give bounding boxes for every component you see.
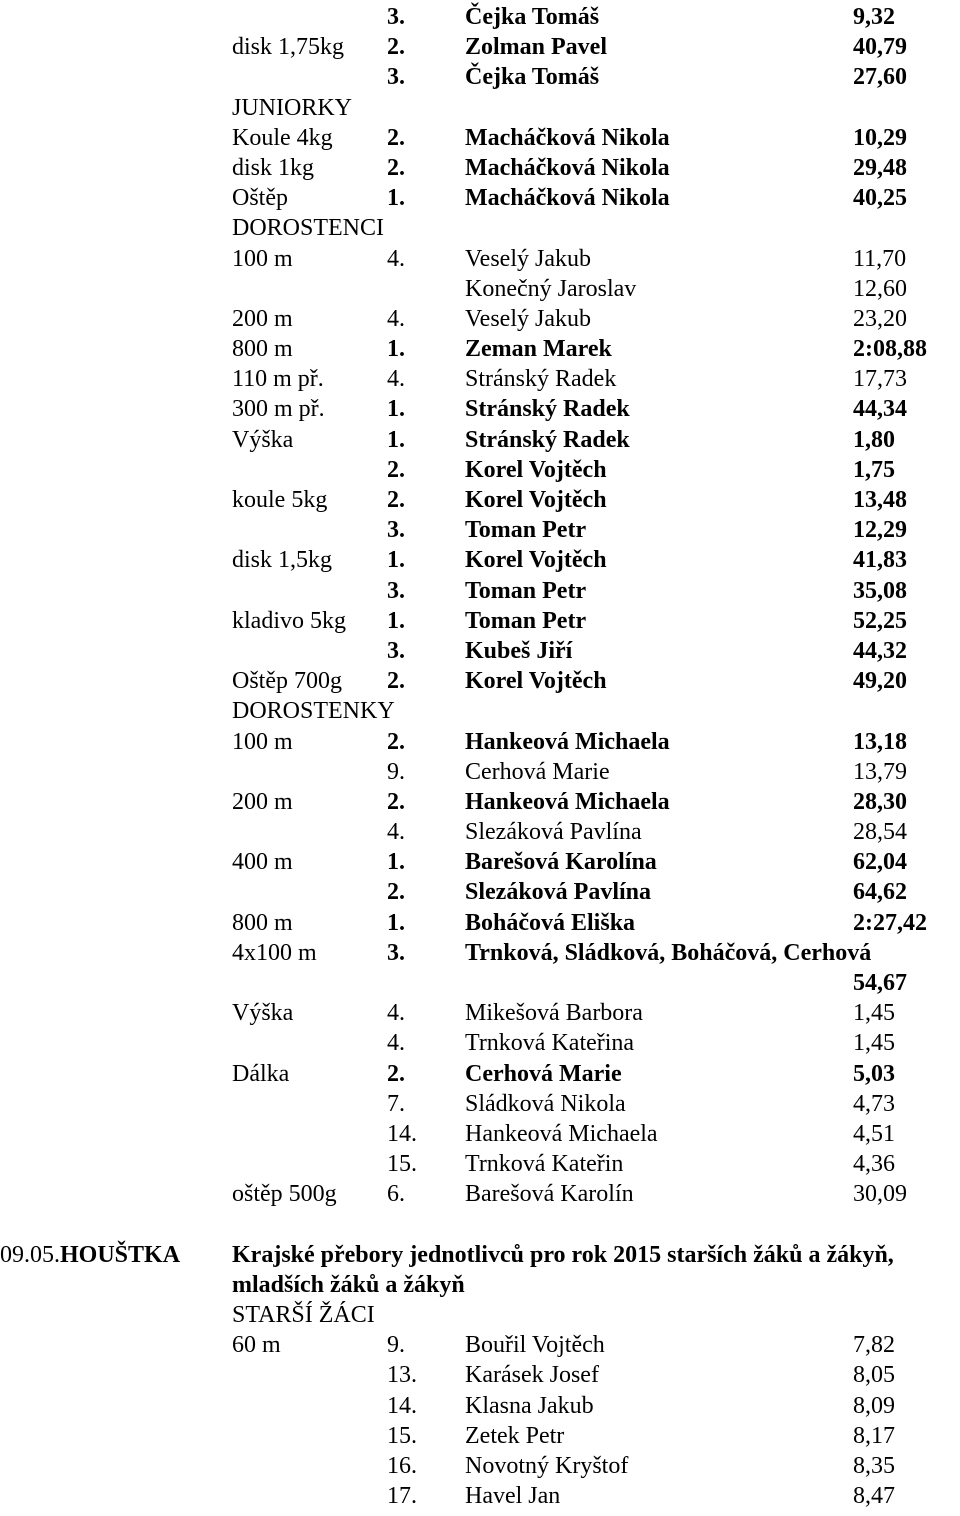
result-row [0, 636, 960, 666]
athlete-name-cell: Cerhová Marie [465, 1060, 622, 1087]
section-heading-row [0, 696, 960, 726]
place-cell: 4. [387, 245, 405, 272]
result-cell: 4,36 [853, 1151, 895, 1178]
athlete-name-cell: Toman Petr [465, 577, 587, 604]
place-cell: 4. [387, 366, 405, 393]
result-row [0, 244, 960, 274]
result-cell: 1,80 [853, 426, 895, 453]
athlete-name-cell: Mikešová Barbora [465, 1000, 643, 1027]
result-row [0, 153, 960, 183]
result-row [0, 1059, 960, 1089]
athlete-name-cell: Trnková Kateřin [465, 1151, 624, 1178]
athlete-name-cell: Korel Vojtěch [465, 456, 607, 483]
place-cell: 3. [387, 939, 405, 966]
result-row [0, 1421, 960, 1451]
result-cell: 35,08 [853, 577, 907, 604]
result-cell: 4,73 [853, 1090, 895, 1117]
result-cell: 8,47 [853, 1483, 895, 1510]
event-cell: 800 m [232, 909, 293, 936]
athlete-name-cell: Toman Petr [465, 517, 587, 544]
place-cell: 3. [387, 577, 405, 604]
place-cell: 4. [387, 305, 405, 332]
place-cell: 1. [387, 336, 405, 363]
place-cell: 1. [387, 607, 405, 634]
result-row [0, 1481, 960, 1511]
result-row [0, 606, 960, 636]
place-cell: 2. [387, 456, 405, 483]
result-row [0, 334, 960, 364]
competition-place: HOUŠTKA [60, 1241, 181, 1268]
place-cell: 4. [387, 819, 405, 846]
result-row [0, 727, 960, 757]
event-cell: 200 m [232, 305, 293, 332]
event-cell: koule 5kg [232, 487, 328, 513]
athlete-name-cell: Korel Vojtěch [465, 547, 607, 574]
athlete-name-cell: Hankeová Michaela [465, 1120, 658, 1147]
place-cell: 4. [387, 1030, 405, 1057]
result-cell: 12,60 [853, 275, 907, 302]
athlete-name-cell: Macháčková Nikola [465, 185, 670, 212]
event-cell: Oštěp 700g [232, 668, 342, 695]
athlete-name-cell: Bouřil Vojtěch [465, 1332, 605, 1359]
event-cell: 100 m [232, 728, 293, 755]
result-row [0, 666, 960, 696]
result-row [0, 817, 960, 847]
event-cell: oštěp 500g [232, 1181, 337, 1208]
result-row [0, 394, 960, 424]
result-row [0, 938, 960, 968]
result-cell: 54,67 [853, 970, 907, 996]
athlete-name-cell: Sládková Nikola [465, 1090, 626, 1117]
result-row [0, 425, 960, 455]
athlete-name-cell: Korel Vojtěch [465, 487, 607, 513]
result-row [0, 968, 960, 998]
result-cell: 27,60 [853, 64, 907, 91]
athlete-name-cell: Čejka Tomáš [465, 4, 600, 30]
place-cell: 17. [387, 1483, 417, 1510]
event-cell: disk 1,5kg [232, 547, 333, 574]
place-cell: 9. [387, 1332, 405, 1359]
result-row [0, 485, 960, 515]
athlete-name-cell: Stránský Radek [465, 366, 617, 393]
result-cell: 10,29 [853, 124, 907, 151]
place-cell: 2. [387, 124, 405, 151]
result-cell: 44,32 [853, 637, 907, 664]
result-row [0, 1360, 960, 1390]
result-row [0, 1391, 960, 1421]
athlete-name-cell: Barešová Karolín [465, 1181, 634, 1208]
result-row [0, 908, 960, 938]
result-row [0, 1119, 960, 1149]
result-cell: 11,70 [853, 245, 907, 272]
result-row [0, 123, 960, 153]
athlete-name-cell: Stránský Radek [465, 426, 630, 453]
athlete-name-cell: Veselý Jakub [465, 245, 591, 272]
place-cell: 2. [387, 487, 405, 513]
place-cell: 1. [387, 547, 405, 574]
event-cell: 100 m [232, 245, 293, 272]
result-cell: 5,03 [853, 1060, 895, 1087]
result-cell: 52,25 [853, 607, 907, 634]
event-cell: 200 m [232, 788, 293, 815]
result-row [0, 576, 960, 606]
results-document [0, 2, 960, 1511]
section-heading-row [0, 213, 960, 243]
result-row [0, 364, 960, 394]
athlete-name-cell: Slezáková Pavlína [465, 879, 652, 906]
section-heading: DOROSTENCI [232, 215, 385, 242]
place-cell: 15. [387, 1422, 417, 1449]
athlete-name-cell: Toman Petr [465, 607, 587, 634]
event-cell: disk 1,75kg [232, 34, 345, 61]
place-cell: 2. [387, 154, 405, 181]
place-cell: 2. [387, 1060, 405, 1087]
place-cell: 2. [387, 668, 405, 695]
athlete-name-cell: Slezáková Pavlína [465, 819, 642, 846]
place-cell: 3. [387, 64, 405, 91]
result-cell: 1,45 [853, 1000, 895, 1027]
place-cell: 2. [387, 728, 405, 755]
event-cell: Koule 4kg [232, 124, 333, 151]
place-cell: 9. [387, 758, 405, 785]
event-cell: Dálka [232, 1060, 290, 1087]
place-cell: 16. [387, 1453, 417, 1479]
result-row [0, 1330, 960, 1360]
result-cell: 8,05 [853, 1362, 895, 1389]
result-cell: 13,18 [853, 728, 907, 755]
result-cell: 13,48 [853, 487, 907, 513]
result-cell: 8,09 [853, 1392, 895, 1419]
athlete-name-cell: Boháčová Eliška [465, 909, 636, 936]
event-cell: 4x100 m [232, 939, 317, 966]
result-cell: 8,35 [853, 1453, 895, 1479]
section-heading: JUNIORKY [232, 94, 352, 121]
result-cell: 12,29 [853, 517, 907, 544]
result-row [0, 757, 960, 787]
athlete-name-cell: Havel Jan [465, 1483, 561, 1510]
event-cell: Výška [232, 1000, 294, 1027]
result-cell: 13,79 [853, 758, 907, 785]
place-cell: 2. [387, 788, 405, 815]
result-cell: 41,83 [853, 547, 907, 574]
athlete-name-cell: Čejka Tomáš [465, 64, 600, 91]
result-cell: 30,09 [853, 1181, 907, 1208]
event-cell: 60 m [232, 1332, 281, 1359]
result-cell: 64,62 [853, 879, 907, 906]
place-cell: 3. [387, 637, 405, 664]
result-row [0, 1149, 960, 1179]
place-cell: 1. [387, 185, 405, 212]
place-cell: 1. [387, 426, 405, 453]
result-cell: 8,17 [853, 1422, 895, 1449]
athlete-name-cell: Korel Vojtěch [465, 668, 607, 695]
competition-title: Krajské přebory jednotlivců pro rok 2015 starších žáků a žákyň, [232, 1241, 894, 1268]
section-heading: DOROSTENKY [232, 698, 395, 725]
result-cell: 40,25 [853, 185, 907, 212]
result-row [0, 1028, 960, 1058]
result-row [0, 787, 960, 817]
athlete-name-cell: Konečný Jaroslav [465, 275, 637, 302]
result-cell: 2:27,42 [853, 909, 927, 936]
result-cell: 29,48 [853, 154, 907, 181]
competition-header-row [0, 1240, 960, 1270]
result-row [0, 304, 960, 334]
athlete-name-cell: Zolman Pavel [465, 34, 607, 61]
result-cell: 4,51 [853, 1120, 895, 1147]
athlete-name-cell: Novotný Kryštof [465, 1453, 629, 1479]
athlete-name-cell: Hankeová Michaela [465, 788, 670, 815]
result-cell: 28,30 [853, 788, 907, 815]
result-cell: 7,82 [853, 1332, 895, 1359]
event-cell: 400 m [232, 849, 293, 876]
event-cell: disk 1kg [232, 154, 315, 181]
place-cell: 13. [387, 1362, 417, 1389]
place-cell: 15. [387, 1151, 417, 1178]
athlete-name-cell: Zetek Petr [465, 1422, 565, 1449]
athlete-name-cell: Barešová Karolína [465, 849, 657, 876]
athlete-name-cell: Hankeová Michaela [465, 728, 670, 755]
result-row [0, 1179, 960, 1209]
result-row [0, 998, 960, 1028]
competition-title-row [0, 1270, 960, 1300]
place-cell: 3. [387, 4, 405, 30]
result-row [0, 455, 960, 485]
event-cell: 110 m př. [232, 366, 324, 393]
result-row [0, 847, 960, 877]
result-cell: 49,20 [853, 668, 907, 695]
athlete-name-cell: Trnková Kateřina [465, 1030, 635, 1057]
place-cell: 14. [387, 1120, 417, 1147]
athlete-name-cell: Macháčková Nikola [465, 124, 670, 151]
athlete-name-cell: Macháčková Nikola [465, 154, 670, 181]
result-row [0, 545, 960, 575]
result-cell: 28,54 [853, 819, 907, 846]
place-cell: 2. [387, 34, 405, 61]
section-heading-row [0, 93, 960, 123]
result-cell: 2:08,88 [853, 336, 927, 363]
result-cell: 40,79 [853, 34, 907, 61]
place-cell: 1. [387, 396, 405, 423]
place-cell: 7. [387, 1090, 405, 1117]
result-row [0, 2, 960, 32]
result-row [0, 32, 960, 62]
place-cell: 1. [387, 909, 405, 936]
place-cell: 4. [387, 1000, 405, 1027]
athlete-name-cell: Stránský Radek [465, 396, 630, 423]
section-heading: STARŠÍ ŽÁCI [232, 1302, 375, 1329]
event-cell: kladivo 5kg [232, 607, 346, 634]
result-row [0, 62, 960, 92]
result-cell: 9,32 [853, 4, 895, 30]
place-cell: 2. [387, 879, 405, 906]
event-cell: 300 m př. [232, 396, 325, 423]
place-cell: 1. [387, 849, 405, 876]
event-cell: 800 m [232, 336, 293, 363]
result-row [0, 274, 960, 304]
result-row [0, 515, 960, 545]
athlete-name-cell: Trnková, Sládková, Boháčová, Cerhová [465, 939, 872, 966]
result-cell: 17,73 [853, 366, 907, 393]
athlete-name-cell: Klasna Jakub [465, 1392, 594, 1419]
athlete-name-cell: Cerhová Marie [465, 758, 610, 785]
result-cell: 23,20 [853, 305, 907, 332]
result-cell: 1,45 [853, 1030, 895, 1057]
athlete-name-cell: Zeman Marek [465, 336, 612, 363]
athlete-name-cell: Kubeš Jiří [465, 637, 573, 664]
result-cell: 1,75 [853, 456, 895, 483]
result-row [0, 183, 960, 213]
competition-date: 09.05. [0, 1241, 60, 1268]
place-cell: 3. [387, 517, 405, 544]
event-cell: Výška [232, 426, 294, 453]
competition-date-place [0, 1240, 180, 1270]
result-row [0, 1451, 960, 1481]
competition-title-continued: mladších žáků a žákyň [232, 1271, 465, 1298]
place-cell: 6. [387, 1181, 405, 1208]
result-cell: 44,34 [853, 396, 907, 423]
result-row [0, 1089, 960, 1119]
event-cell: Oštěp [232, 185, 288, 212]
athlete-name-cell: Karásek Josef [465, 1362, 599, 1389]
section-heading-row [0, 1300, 960, 1330]
spacer-row [0, 1210, 960, 1240]
place-cell: 14. [387, 1392, 417, 1419]
athlete-name-cell: Veselý Jakub [465, 305, 591, 332]
result-row [0, 877, 960, 907]
result-cell: 62,04 [853, 849, 907, 876]
